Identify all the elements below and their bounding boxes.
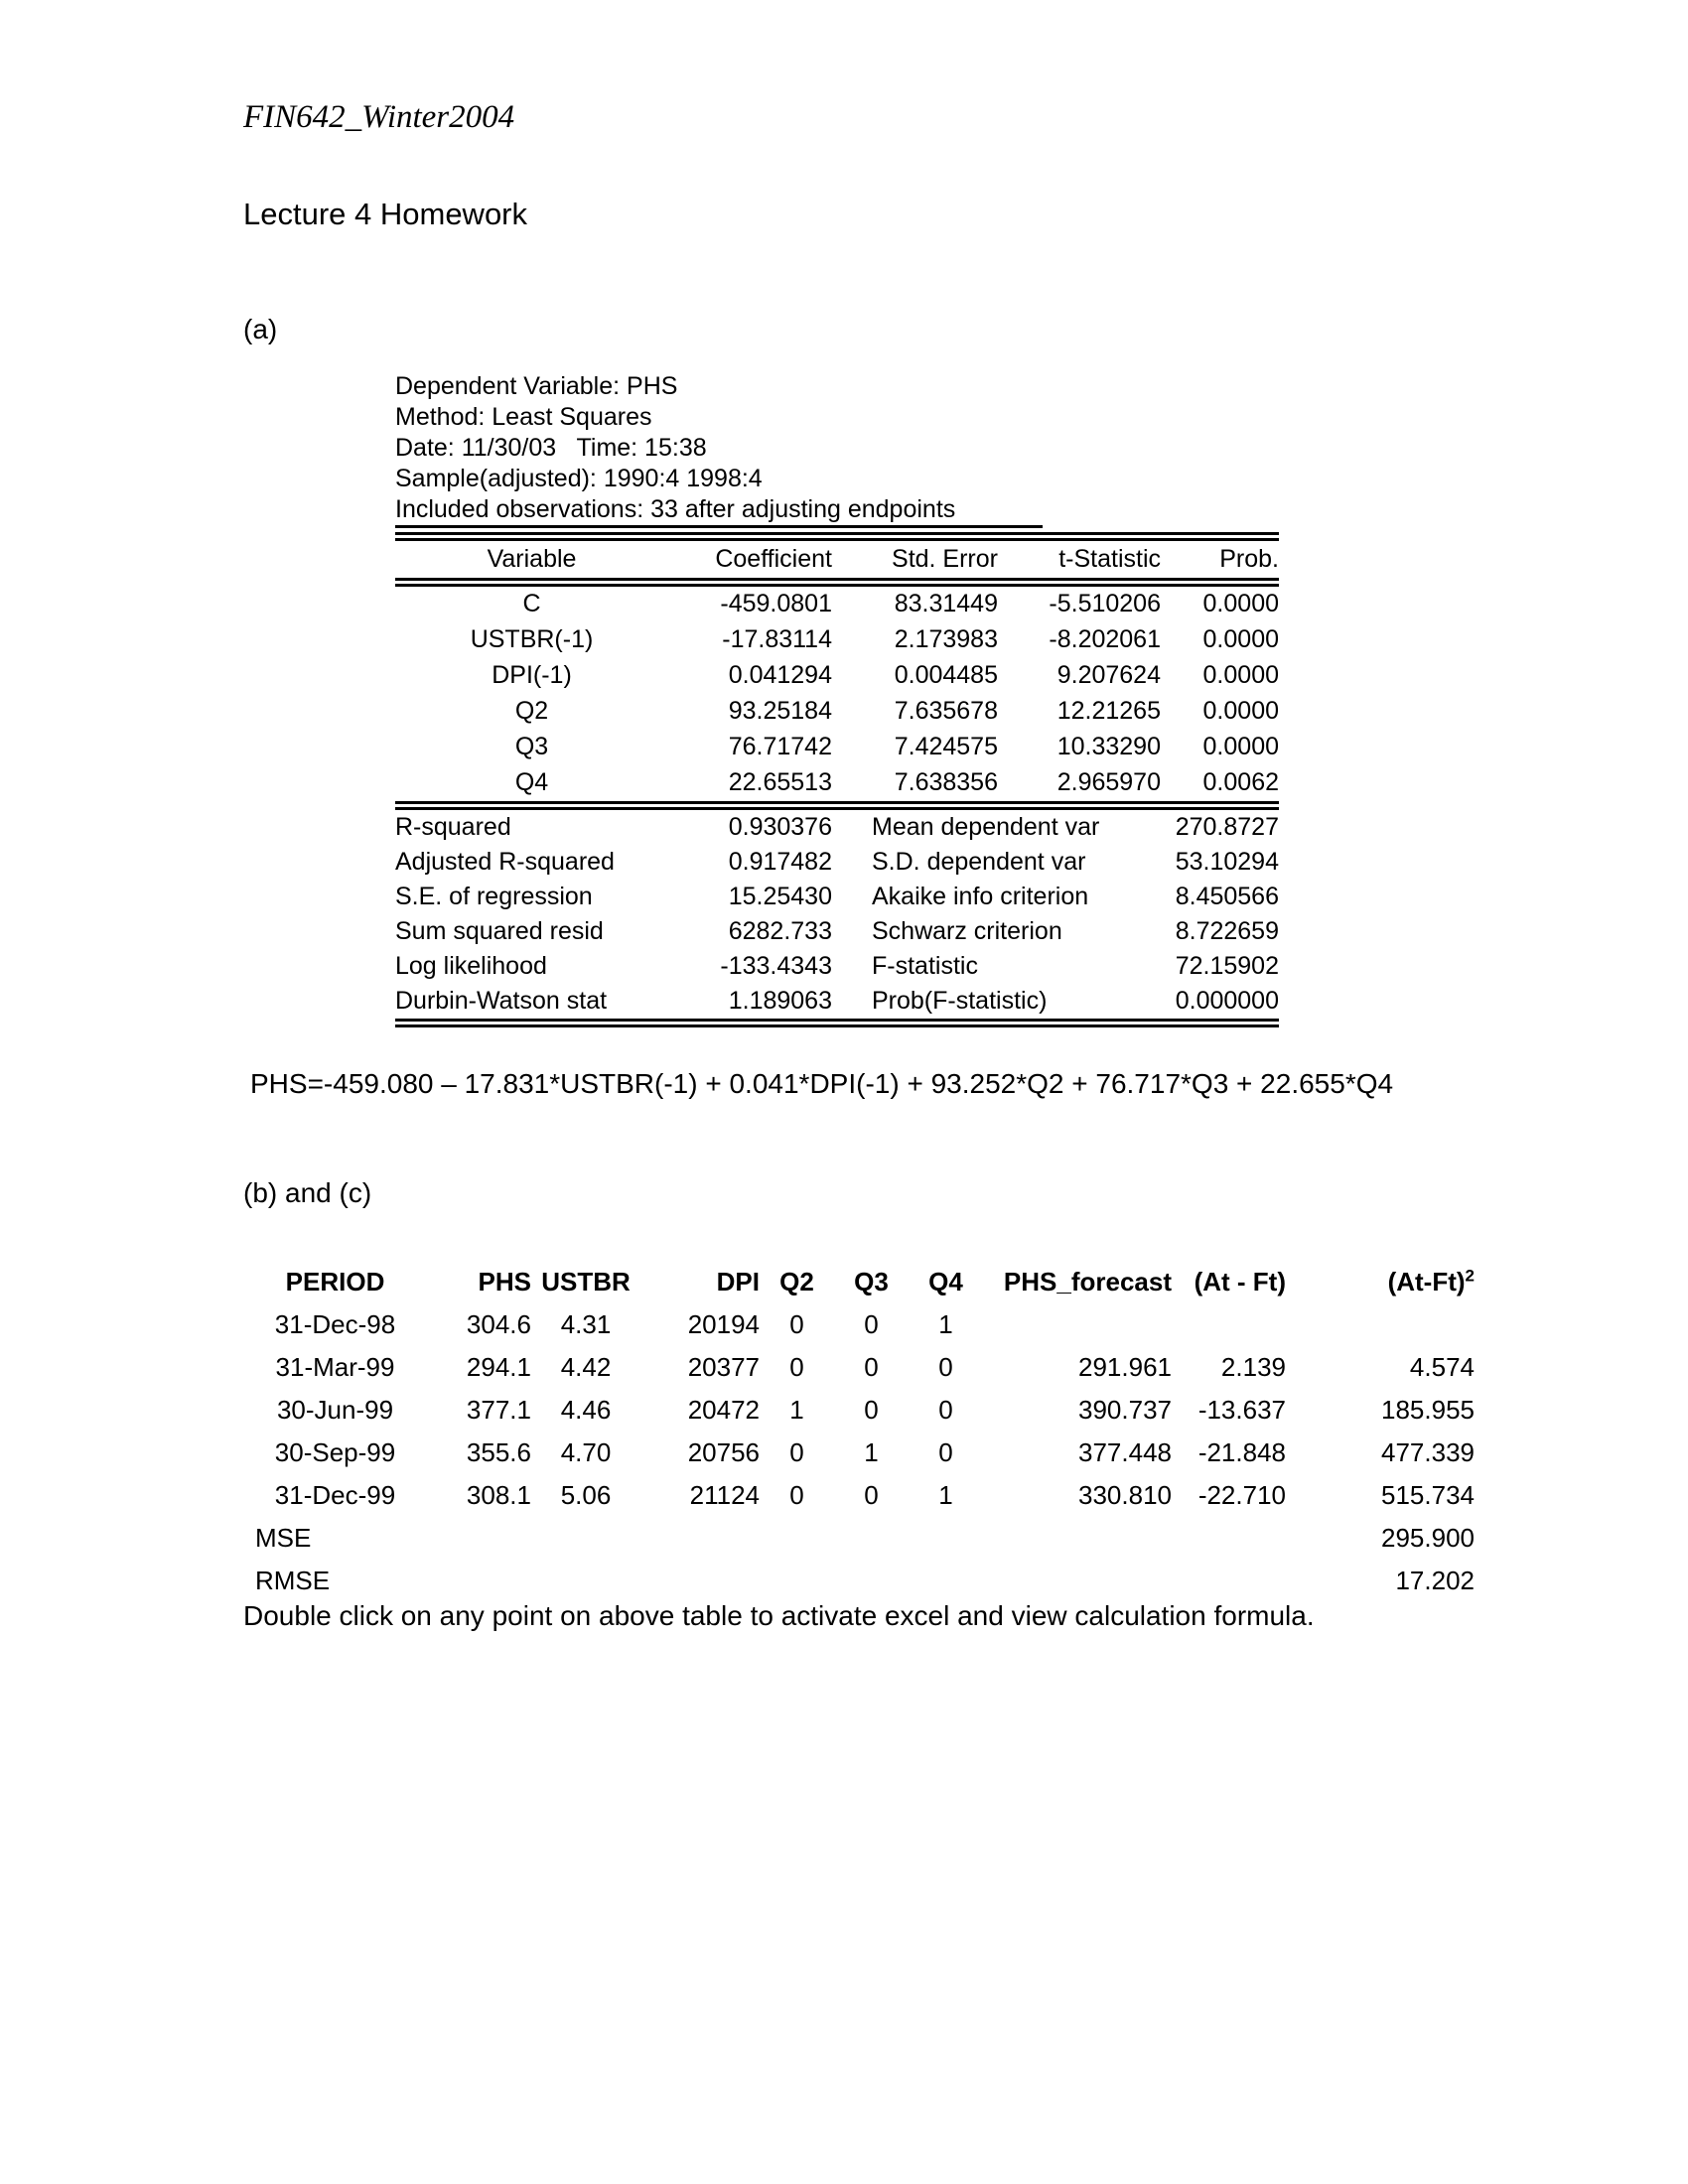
table-row[interactable]: 30-Jun-99 377.1 4.46 20472 1 0 0 390.737 -13.637 185.955 bbox=[276, 1395, 1475, 1425]
column-header-dpi: DPI bbox=[716, 1267, 760, 1297]
table-row[interactable]: 30-Sep-99 355.6 4.70 20756 0 1 0 377.448 -21.848 477.339 bbox=[274, 1437, 1475, 1467]
rmse-label: RMSE bbox=[255, 1566, 331, 1595]
sample-line: Sample(adjusted): 1990:4 1998:4 bbox=[395, 465, 763, 492]
summary-statistics-table bbox=[395, 801, 1279, 1027]
column-header-std-error: Std. Error bbox=[832, 537, 998, 583]
rmse-row[interactable] bbox=[243, 1560, 1484, 1602]
table-row: Log likelihood -133.4343 F-statistic 72.15902 bbox=[395, 952, 1279, 980]
table-row: R-squared 0.930376 Mean dependent var 270.8727 bbox=[395, 813, 1279, 841]
forecast-header-row bbox=[243, 1261, 1484, 1303]
footer-note: Double click on any point on above table to activate excel and view calculation formula. bbox=[243, 1600, 1315, 1631]
column-header-q4: Q4 bbox=[928, 1267, 963, 1297]
page-title: Lecture 4 Homework bbox=[243, 197, 528, 231]
table-row: S.E. of regression 15.25430 Akaike info criterion 8.450566 bbox=[395, 883, 1279, 910]
column-header-ustbr: USTBR bbox=[541, 1267, 631, 1297]
table-row: C -459.0801 83.31449 -5.510206 0.0000 bbox=[522, 590, 1279, 617]
column-header-at-minus-ft: (At - Ft) bbox=[1194, 1267, 1286, 1297]
table-row: USTBR(-1) -17.83114 2.173983 -8.202061 0.0000 bbox=[470, 625, 1279, 653]
regression-equation: PHS=-459.080 – 17.831*USTBR(-1) + 0.041*DPI(-1) + 93.252*Q2 + 76.717*Q3 + 22.655*Q4 bbox=[250, 1068, 1394, 1099]
squared-superscript: 2 bbox=[1465, 1266, 1475, 1286]
column-header-prob: Prob. bbox=[1161, 537, 1279, 583]
table-row[interactable]: 31-Mar-99 294.1 4.42 20377 0 0 0 291.961 2.139 4.574 bbox=[275, 1352, 1475, 1382]
column-header-variable: Variable bbox=[395, 537, 668, 583]
table-row: Adjusted R-squared 0.917482 S.D. dependent var 53.10294 bbox=[395, 848, 1279, 876]
table-row: Q2 93.25184 7.635678 12.21265 0.0000 bbox=[514, 697, 1279, 725]
table-row: DPI(-1) 0.041294 0.004485 9.207624 0.0000 bbox=[492, 661, 1279, 689]
table-row[interactable]: 31-Dec-98 304.6 4.31 20194 0 0 1 bbox=[274, 1309, 953, 1339]
coefficients-table bbox=[395, 532, 1279, 801]
table-row[interactable]: 31-Dec-99 308.1 5.06 21124 0 0 1 330.810 -22.710 515.734 bbox=[274, 1480, 1475, 1510]
section-a-label: (a) bbox=[243, 314, 278, 344]
mse-label: MSE bbox=[255, 1523, 312, 1553]
rmse-value: 17.202 bbox=[1395, 1566, 1475, 1595]
table-row: Sum squared resid 6282.733 Schwarz criterion 8.722659 bbox=[395, 917, 1279, 945]
method-line: Method: Least Squares bbox=[395, 403, 652, 431]
column-header-phs: PHS bbox=[478, 1267, 531, 1297]
column-header-at-minus-ft-squared: $(At-Ft)^2$ bbox=[1387, 1266, 1475, 1297]
column-header-period: PERIOD bbox=[285, 1267, 385, 1297]
section-bc-label: (b) and (c) bbox=[243, 1177, 372, 1208]
table-row: Q4 22.65513 7.638356 2.965970 0.0062 bbox=[514, 768, 1279, 796]
included-observations-line: Included observations: 33 after adjusting endpoints bbox=[395, 494, 1043, 528]
date-time-line: Date: 11/30/03 Time: 15:38 bbox=[395, 434, 707, 462]
mse-value: 295.900 bbox=[1381, 1523, 1475, 1553]
column-header-q2: Q2 bbox=[779, 1267, 814, 1297]
column-header-q3: Q3 bbox=[854, 1267, 889, 1297]
table-row: Q3 76.71742 7.424575 10.33290 0.0000 bbox=[514, 733, 1279, 760]
table-row: Durbin-Watson stat 1.189063 Prob(F-statistic) 0.000000 bbox=[395, 987, 1279, 1015]
dependent-variable-line: Dependent Variable: PHS bbox=[395, 372, 678, 400]
column-header-coefficient: Coefficient bbox=[668, 537, 832, 583]
forecast-table[interactable] bbox=[243, 1261, 1484, 1602]
eviews-regression-output bbox=[395, 371, 1279, 1027]
column-header-t-statistic: t-Statistic bbox=[998, 537, 1161, 583]
mse-row[interactable] bbox=[243, 1517, 1484, 1560]
coefficients-header-row bbox=[395, 537, 1279, 583]
course-header: FIN642_Winter2004 bbox=[243, 99, 515, 135]
column-header-phs-forecast: PHS_forecast bbox=[1003, 1267, 1172, 1297]
